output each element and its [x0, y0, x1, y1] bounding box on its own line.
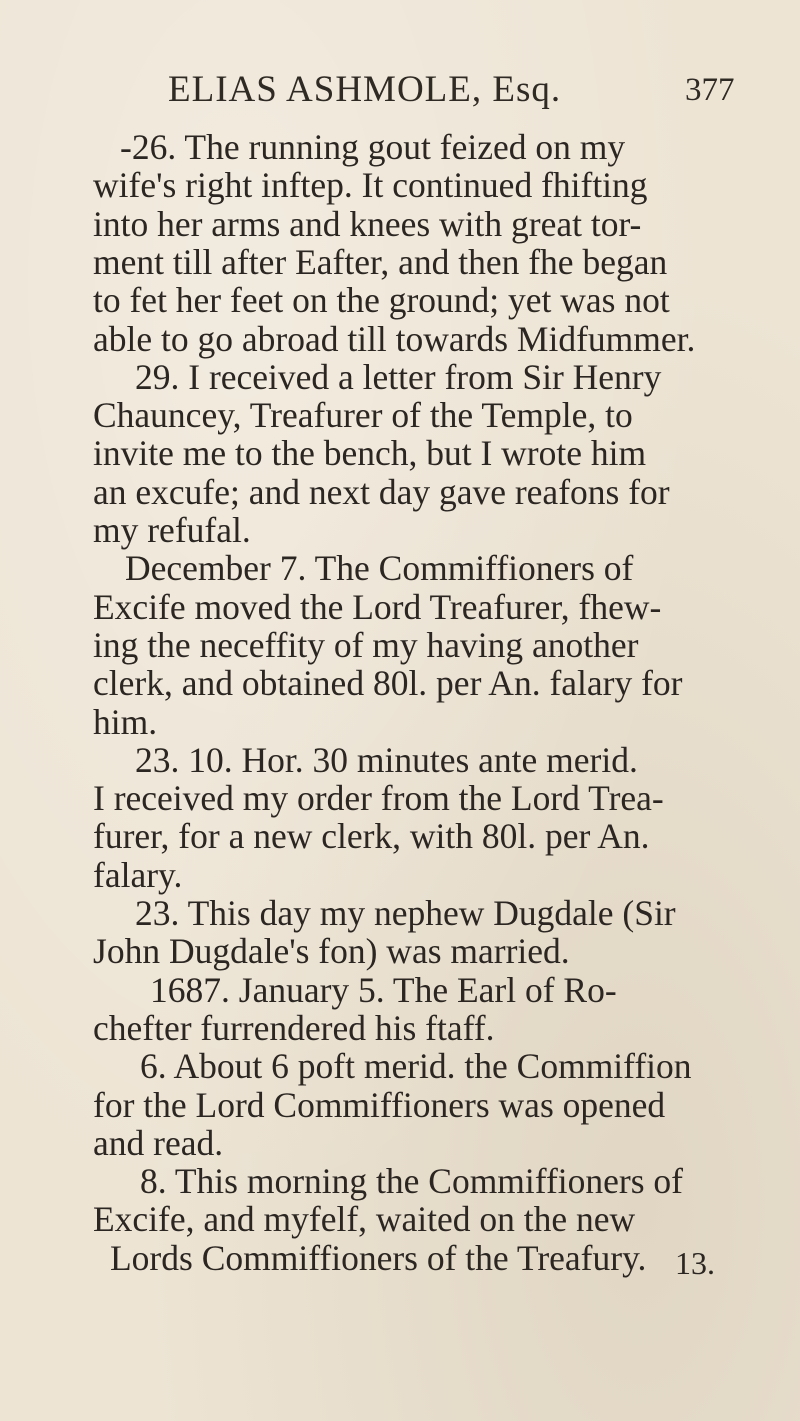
text-line: 8. This morning the Commiffioners of: [140, 1161, 683, 1201]
text-line: 29. I received a letter from Sir Henry: [135, 357, 662, 397]
text-line: for the Lord Commiffioners was opened: [93, 1085, 666, 1125]
text-line: Excife moved the Lord Treafurer, fhew-: [93, 587, 662, 627]
text-line: falary.: [93, 855, 183, 895]
text-line: furer, for a new clerk, with 80l. per An.: [93, 816, 650, 856]
catchword: 13.: [675, 1245, 715, 1281]
text-line: ing the neceffity of my having another: [93, 625, 639, 665]
text-line: December 7. The Commiffioners of: [125, 548, 634, 588]
text-line: into her arms and knees with great tor-: [93, 204, 642, 244]
text-line: chefter furrendered his ftaff.: [93, 1008, 495, 1048]
text-line: him.: [93, 702, 158, 742]
text-line: 23. This day my nephew Dugdale (Sir: [135, 893, 676, 933]
text-line: I received my order from the Lord Trea-: [93, 778, 664, 818]
text-line: Lords Commiffioners of the Treafury.: [110, 1238, 647, 1278]
text-line: John Dugdale's fon) was married.: [93, 931, 570, 971]
text-line: 23. 10. Hor. 30 minutes ante merid.: [135, 740, 638, 780]
running-head: [0, 68, 800, 118]
text-line: clerk, and obtained 80l. per An. falary for: [93, 663, 683, 703]
text-line: an excufe; and next day gave reafons for: [93, 472, 670, 512]
text-line: to fet her feet on the ground; yet was not: [93, 280, 670, 320]
text-line: able to go abroad till towards Midfummer.: [93, 319, 696, 359]
text-line: 1687. January 5. The Earl of Ro-: [150, 970, 617, 1010]
page-number: 377: [685, 72, 735, 108]
text-line: and read.: [93, 1123, 224, 1163]
text-line: my refufal.: [93, 510, 251, 550]
text-line: -26. The running gout feized on my: [120, 127, 626, 167]
running-head-title: ELIAS ASHMOLE, Esq.: [168, 69, 562, 110]
text-line: wife's right inftep. It continued fhifting: [93, 165, 648, 205]
text-line: ment till after Eafter, and then fhe began: [93, 242, 668, 282]
text-line: invite me to the bench, but I wrote him: [93, 433, 647, 473]
text-line: Excife, and myfelf, waited on the new: [93, 1199, 636, 1239]
text-line: 6. About 6 poft merid. the Commiffion: [140, 1046, 692, 1086]
text-line: Chauncey, Treafurer of the Temple, to: [93, 395, 633, 435]
